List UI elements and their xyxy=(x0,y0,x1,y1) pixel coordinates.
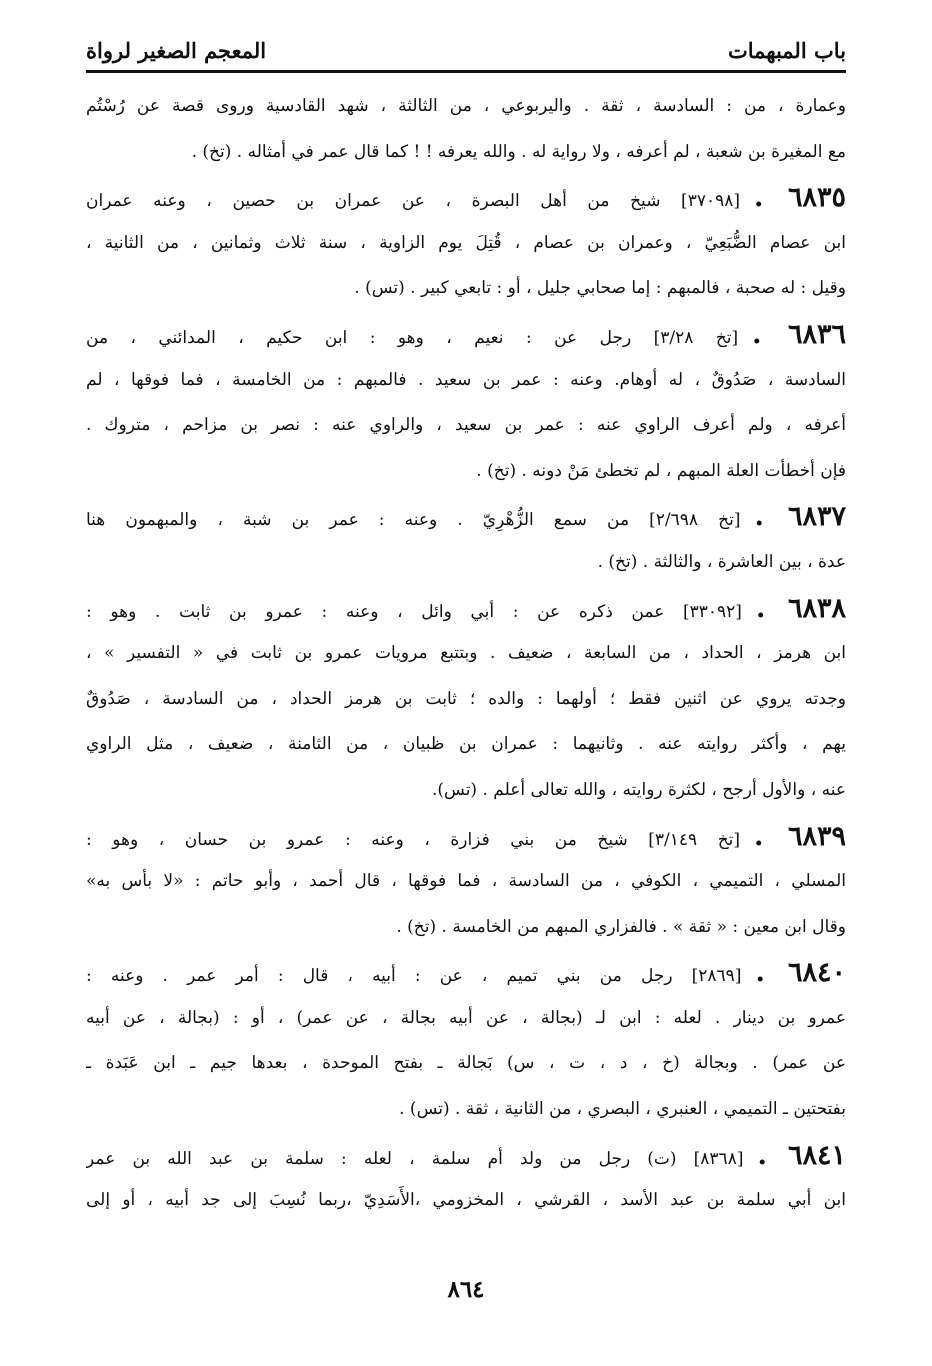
line-text: عنه ، والأول أرجح ، لكثرة روايته ، والله تعالى أعلم . (تس). xyxy=(431,779,846,800)
text-line xyxy=(86,677,846,723)
text-line xyxy=(86,722,846,768)
line-text: ابن عصام الضُّبَعِيّ ، وعمران بن عصام ، قُتِلَ يوم الزاوية ، سنة ثلاث وثمانين ، من الثانية ، xyxy=(86,232,846,253)
line-text: [٨٣٦٨] (ت) رجل من ولد أم سلمة ، لعله : سلمة بن عبد الله بن عمر xyxy=(86,1148,744,1169)
line-text: يهم ، وأكثر روايته عنه . وثانيهما : عمران بن ظبيان ، من الثامنة ، ضعيف ، مثل الراوي xyxy=(86,734,846,755)
text-line xyxy=(86,540,846,586)
text-line xyxy=(86,631,846,677)
text-line xyxy=(86,1178,846,1224)
entry-6839 xyxy=(86,814,846,860)
text-line xyxy=(86,768,846,814)
entry-6840 xyxy=(86,950,846,996)
text-line xyxy=(86,403,846,449)
line-text: [٢٨٦٩] رجل من بني تميم ، عن : أبيه ، قال : أمر عمر . وعنه : xyxy=(86,966,742,987)
entry-6838 xyxy=(86,586,846,632)
line-text: [تخ ٣/٢٨] رجل عن : نعيم ، وهو : ابن حكيم ، المدائني ، من xyxy=(86,327,739,348)
entry-number: ٦٨٤٠ . xyxy=(755,957,846,989)
text-line xyxy=(86,1041,846,1087)
line-text: السادسة ، صَدُوقٌ ، له أوهام. وعنه : عمر بن سعيد . فالمبهم : من الخامسة ، فما فوقها ، لم xyxy=(86,369,846,390)
line-text: أعرفه ، ولم أعرف الراوي عنه : عمر بن سعيد ، والراوي عنه : نصر بن مزاحم ، متروك . xyxy=(86,415,846,436)
line-text: [٣٣٠٩٢] عمن ذكره عن : أبي وائل ، وعنه : عمرو بن ثابت . وهو : xyxy=(86,601,742,622)
line-text: مع المغيرة بن شعبة ، لم أعرفه ، ولا رواية له . والله يعرفه ! ! كما قال عمر في أمثاله . (تخ) . xyxy=(191,141,846,162)
entry-number: ٦٨٤١ . xyxy=(757,1139,846,1171)
page-number: ٨٦٤ xyxy=(447,1276,485,1303)
text-line xyxy=(86,449,846,495)
text-line xyxy=(86,859,846,905)
line-text: عن عمر) . وبجالة (خ ، د ، ت ، س) بَجالة ـ بفتح الموحدة ، بعدها جيم ـ ابن عَبَدة ـ xyxy=(86,1053,846,1074)
entry-number: ٦٨٣٥ . xyxy=(753,182,846,214)
text-line xyxy=(86,266,846,312)
line-text: [تخ ٢/٦٩٨] من سمع الزُّهْرِيّ . وعنه : عمر بن شبة ، والمبهمون هنا xyxy=(86,510,741,531)
entry-6836 xyxy=(86,312,846,358)
line-text: فإن أخطأت العلة المبهم ، لم تخطئ مَنْ دونه . (تخ) . xyxy=(476,460,846,481)
entry-6841 xyxy=(86,1133,846,1179)
text-line xyxy=(86,1087,846,1133)
text-line xyxy=(86,130,846,176)
entry-number: ٦٨٣٩ . xyxy=(754,820,846,852)
line-text: المسلي ، التميمي ، الكوفي ، من السادسة ، فما فوقها ، قال أحمد ، وأبو حاتم : «لا بأس به» xyxy=(86,871,846,892)
text-line xyxy=(86,358,846,404)
text-line xyxy=(86,905,846,951)
text-line xyxy=(86,84,846,130)
entry-number: ٦٨٣٧ . xyxy=(754,501,846,533)
page-header xyxy=(86,30,846,73)
entry-6835 xyxy=(86,175,846,221)
line-text: [تخ ٣/١٤٩] شيخ من بني فزارة ، وعنه : عمرو بن حسان ، وهو : xyxy=(86,829,741,850)
line-text: عمرو بن دينار . لعله : ابن لـ (بجالة ، عن أبيه بجالة ، عن عمر) ، أو : (بجالة ، عن أبيه xyxy=(86,1007,846,1028)
entry-number: ٦٨٣٦ . xyxy=(752,318,846,350)
line-text: وقيل : له صحبة ، فالمبهم : إما صحابي جليل ، أو : تابعي كبير . (تس) . xyxy=(354,278,846,299)
line-text: وقال ابن معين : « ثقة » . فالفزاري المبهم من الخامسة . (تخ) . xyxy=(396,916,846,937)
line-text: ابن هرمز ، الحداد ، من السابعة ، ضعيف . وبتتبع مرويات عمرو بن ثابت في « التفسير » ، xyxy=(86,643,846,664)
text-line xyxy=(86,996,846,1042)
entry-number: ٦٨٣٨ . xyxy=(755,592,846,624)
book-title: المعجم الصغير لرواة xyxy=(86,37,267,63)
line-text: ابن أبي سلمة بن عبد الأسد ، القرشي ، المخزومي ،الأَسَدِيّ ،ربما نُسِبَ إلى جد أبيه ، أو إلى xyxy=(86,1190,846,1211)
text-line xyxy=(86,221,846,267)
line-text: عدة ، بين العاشرة ، والثالثة . (تخ) . xyxy=(597,551,846,572)
chapter-title: باب المبهمات xyxy=(727,37,846,63)
line-text: وعمارة ، من : السادسة ، ثقة . واليربوعي ، من الثالثة ، شهد القادسية وروى قصة عن رُسْتُم xyxy=(86,96,846,116)
page-body xyxy=(86,84,846,1224)
line-text: بفتحتين ـ التميمي ، العنبري ، البصري ، من الثانية ، ثقة . (تس) . xyxy=(399,1099,846,1120)
line-text: وجدته يروي عن اثنين فقط ؛ أولهما : والده ؛ ثابت بن هرمز الحداد ، من السادسة ، صَدُوقٌ xyxy=(86,688,846,709)
entry-6837 xyxy=(86,494,846,540)
line-text: [٣٧٠٩٨] شيخ من أهل البصرة ، عن عمران بن حصين ، وعنه عمران xyxy=(86,191,740,212)
